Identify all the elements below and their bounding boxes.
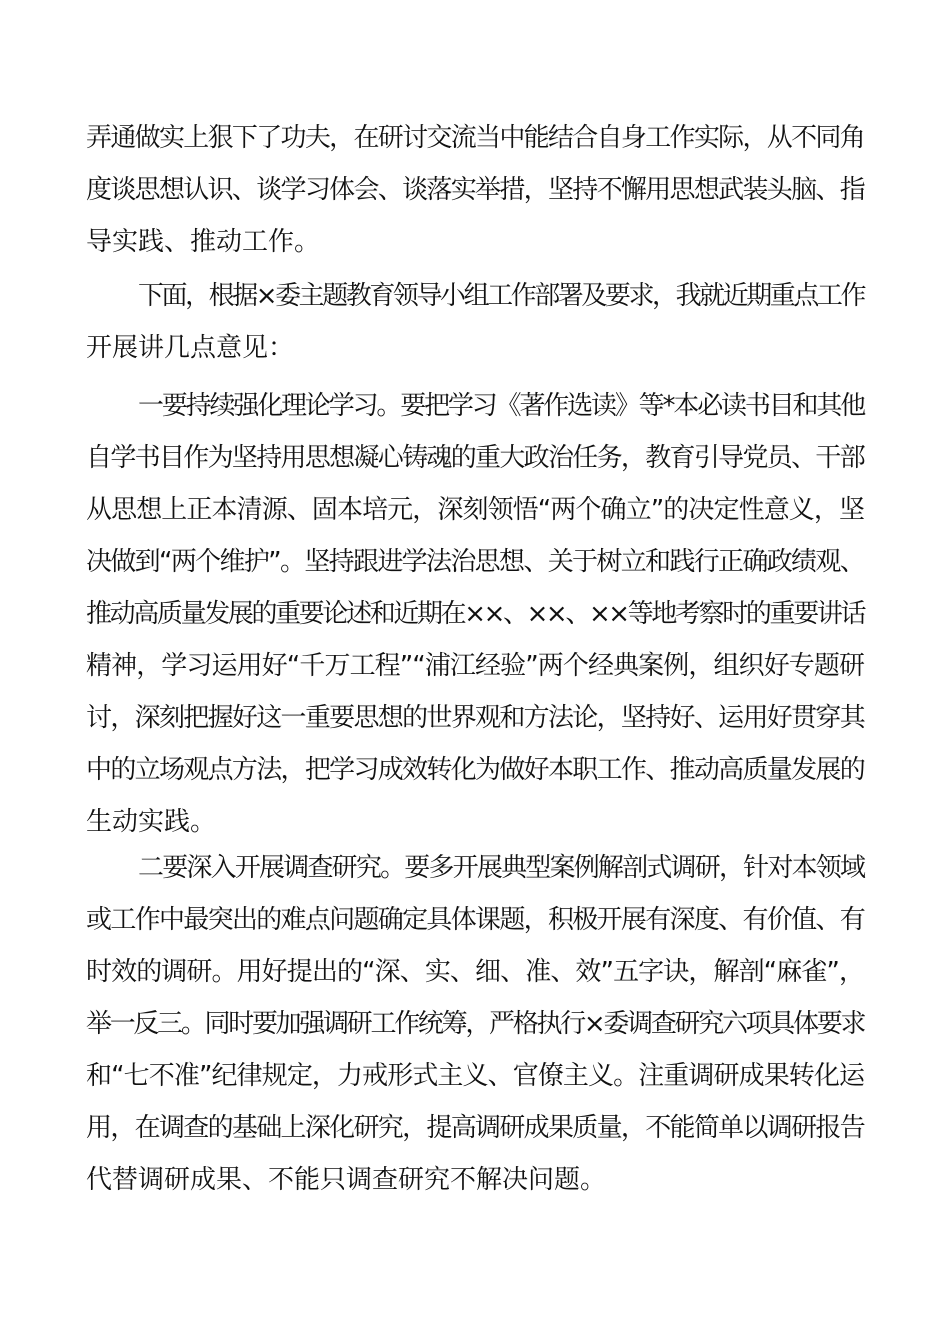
- text-line: 精神，学习运用好“千万工程”“浦江经验”两个经典案例，组织好专题研: [86, 651, 864, 681]
- text-line: 用，在调查的基础上深化研究，提高调研成果质量，不能简单以调研报告: [86, 1113, 864, 1143]
- text-line: 开展讲几点意见：: [86, 333, 295, 363]
- text-line: 导实践、推动工作。: [86, 227, 321, 257]
- paragraph-investigation-research: [86, 842, 864, 1206]
- text-line: 和“七不准”纪律规定，力戒形式主义、官僚主义。注重调研成果转化运: [86, 1061, 864, 1091]
- text-line: 生动实践。: [86, 807, 217, 837]
- text-line: 或工作中最突出的难点问题确定具体课题，积极开展有深度、有价值、有: [86, 905, 864, 935]
- text-line: 自学书目作为坚持用思想凝心铸魂的重大政治任务，教育引导党员、干部: [86, 443, 864, 473]
- text-line: 中的立场观点方法，把学习成效转化为做好本职工作、推动高质量发展的: [86, 755, 864, 785]
- text-line: 下面，根据×委主题教育领导小组工作部署及要求，我就近期重点工作: [138, 281, 864, 311]
- text-line: 时效的调研。用好提出的“深、实、细、准、效”五字诀，解剖“麻雀”，: [86, 957, 864, 987]
- text-line: 从思想上正本清源、固本培元，深刻领悟“两个确立”的决定性意义，坚: [86, 495, 864, 525]
- text-line: 决做到“两个维护”。坚持跟进学法治思想、关于树立和践行正确政绩观、: [86, 547, 864, 577]
- text-line: 弄通做实上狠下了功夫，在研讨交流当中能结合自身工作实际，从不同角: [86, 123, 864, 153]
- text-line: 一要持续强化理论学习。要把学习《著作选读》等*本必读书目和其他: [138, 391, 864, 421]
- paragraph-intro: [86, 270, 864, 374]
- paragraph-continuation: [86, 112, 864, 268]
- text-line: 讨，深刻把握好这一重要思想的世界观和方法论，坚持好、运用好贯穿其: [86, 703, 864, 733]
- paragraph-theory-study: [86, 380, 864, 848]
- text-line: 举一反三。同时要加强调研工作统筹，严格执行×委调查研究六项具体要求: [86, 1009, 864, 1039]
- text-line: 推动高质量发展的重要论述和近期在××、××、××等地考察时的重要讲话: [86, 599, 864, 629]
- text-line: 二要深入开展调查研究。要多开展典型案例解剖式调研，针对本领域: [138, 853, 864, 883]
- text-line: 代替调研成果、不能只调查研究不解决问题。: [86, 1165, 607, 1195]
- text-line: 度谈思想认识、谈学习体会、谈落实举措，坚持不懈用思想武装头脑、指: [86, 175, 864, 205]
